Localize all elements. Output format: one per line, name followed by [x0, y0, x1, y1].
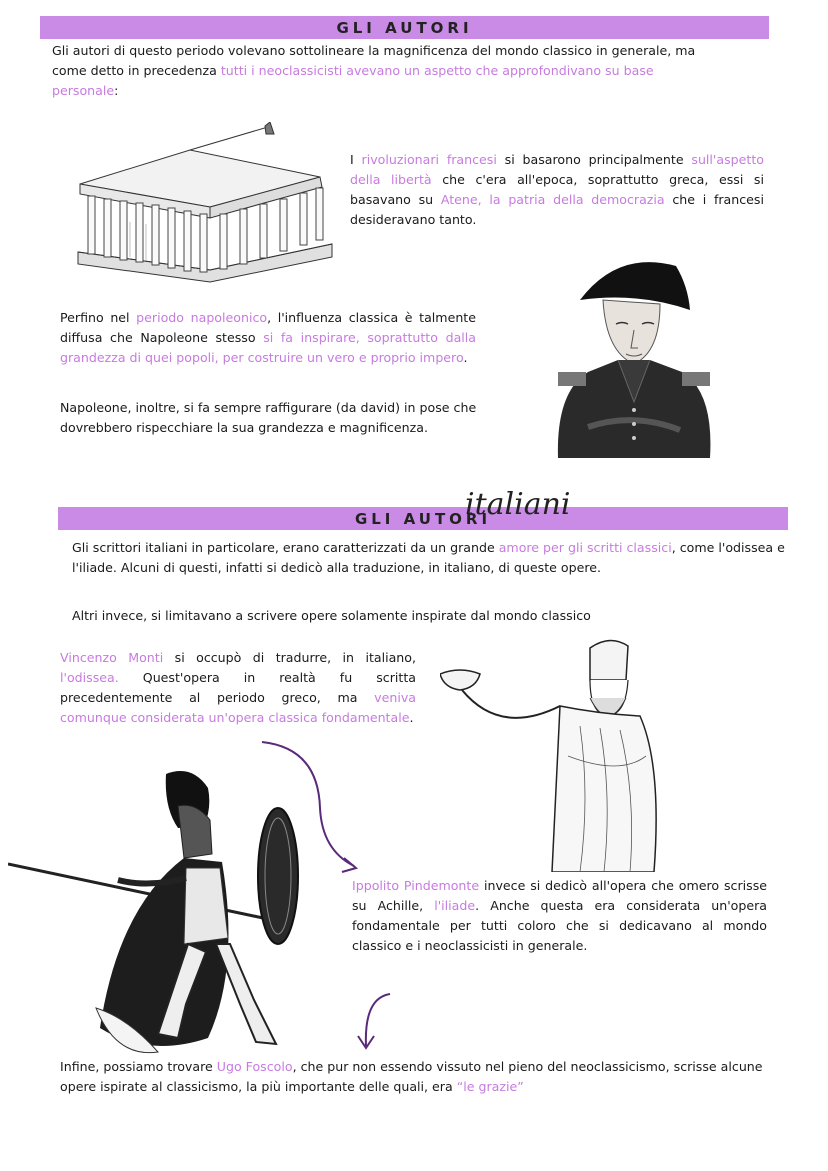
italian-intro-paragraph-2: Altri invece, si limitavano a scrivere opere solamente inspirate dal mondo classico	[72, 608, 591, 623]
arrow-to-foscolo	[350, 990, 400, 1052]
napoleon-paragraph: Perfino nel periodo napoleonico, l'influenza classica è talmente diffusa che Napoleone stesso si fa inspirare, soprattutto dalla grandezza di quei popoli, per costruire un vero e proprio impero.	[60, 310, 476, 365]
section-title-bar	[40, 16, 769, 39]
section-title: GLI AUTORI	[336, 18, 473, 37]
homer-illustration	[440, 636, 668, 872]
intro-paragraph: Gli autori di questo periodo volevano sottolineare la magnificenza del mondo classico in generale, ma come detto in precedenza tutti i neoclassicisti avevano un aspetto che approfondivano su base personale:	[52, 43, 696, 98]
spartan-warrior-illustration	[8, 768, 308, 1058]
section-title-bar-2	[58, 507, 788, 530]
pindemonte-paragraph: Ippolito Pindemonte invece si dedicò all'opera che omero scrisse su Achille, l'iliade. Anche questa era considerata un'opera fondamentale per tutti coloro che si dedicavano al mondo classico e i neoclassicisti in generale.	[352, 878, 768, 953]
foscolo-paragraph: Infine, possiamo trovare Ugo Foscolo, che pur non essendo vissuto nel pieno del neoclassicismo, scrisse alcune opere ispirate al classicismo, la più importante delle quali, era “le grazie”	[60, 1059, 763, 1094]
section-title-2: GLI AUTORI	[354, 509, 492, 528]
napoleon-portrait	[548, 252, 720, 458]
napoleon-paragraph-2: Napoleone, inoltre, si fa sempre raffigurare (da david) in pose che dovrebbero rispecchiare la sua grandezza e magnificenza.	[60, 400, 477, 435]
italian-intro-paragraph: Gli scrittori italiani in particolare, erano caratterizzati da un grande amore per gli scritti classici, come l'odissea e l'iliade. Alcuni di questi, infatti si dedicò alla traduzione, in italiano, di queste opere.	[72, 540, 785, 575]
monti-paragraph: Vincenzo Monti si occupò di tradurre, in italiano, l'odissea. Quest'opera in realtà fu scritta precedentemente al periodo greco, ma veniva comunque considerata un'opera classica fondamentale.	[60, 650, 416, 725]
handwritten-italiani: italiani	[465, 487, 571, 522]
greek-temple-illustration	[70, 122, 338, 287]
revolution-paragraph: I rivoluzionari francesi si basarono principalmente sull'aspetto della libertà che c'era all'epoca, soprattutto greca, essi si basavano su Atene, la patria della democrazia che i francesi desideravano tanto.	[350, 152, 764, 227]
